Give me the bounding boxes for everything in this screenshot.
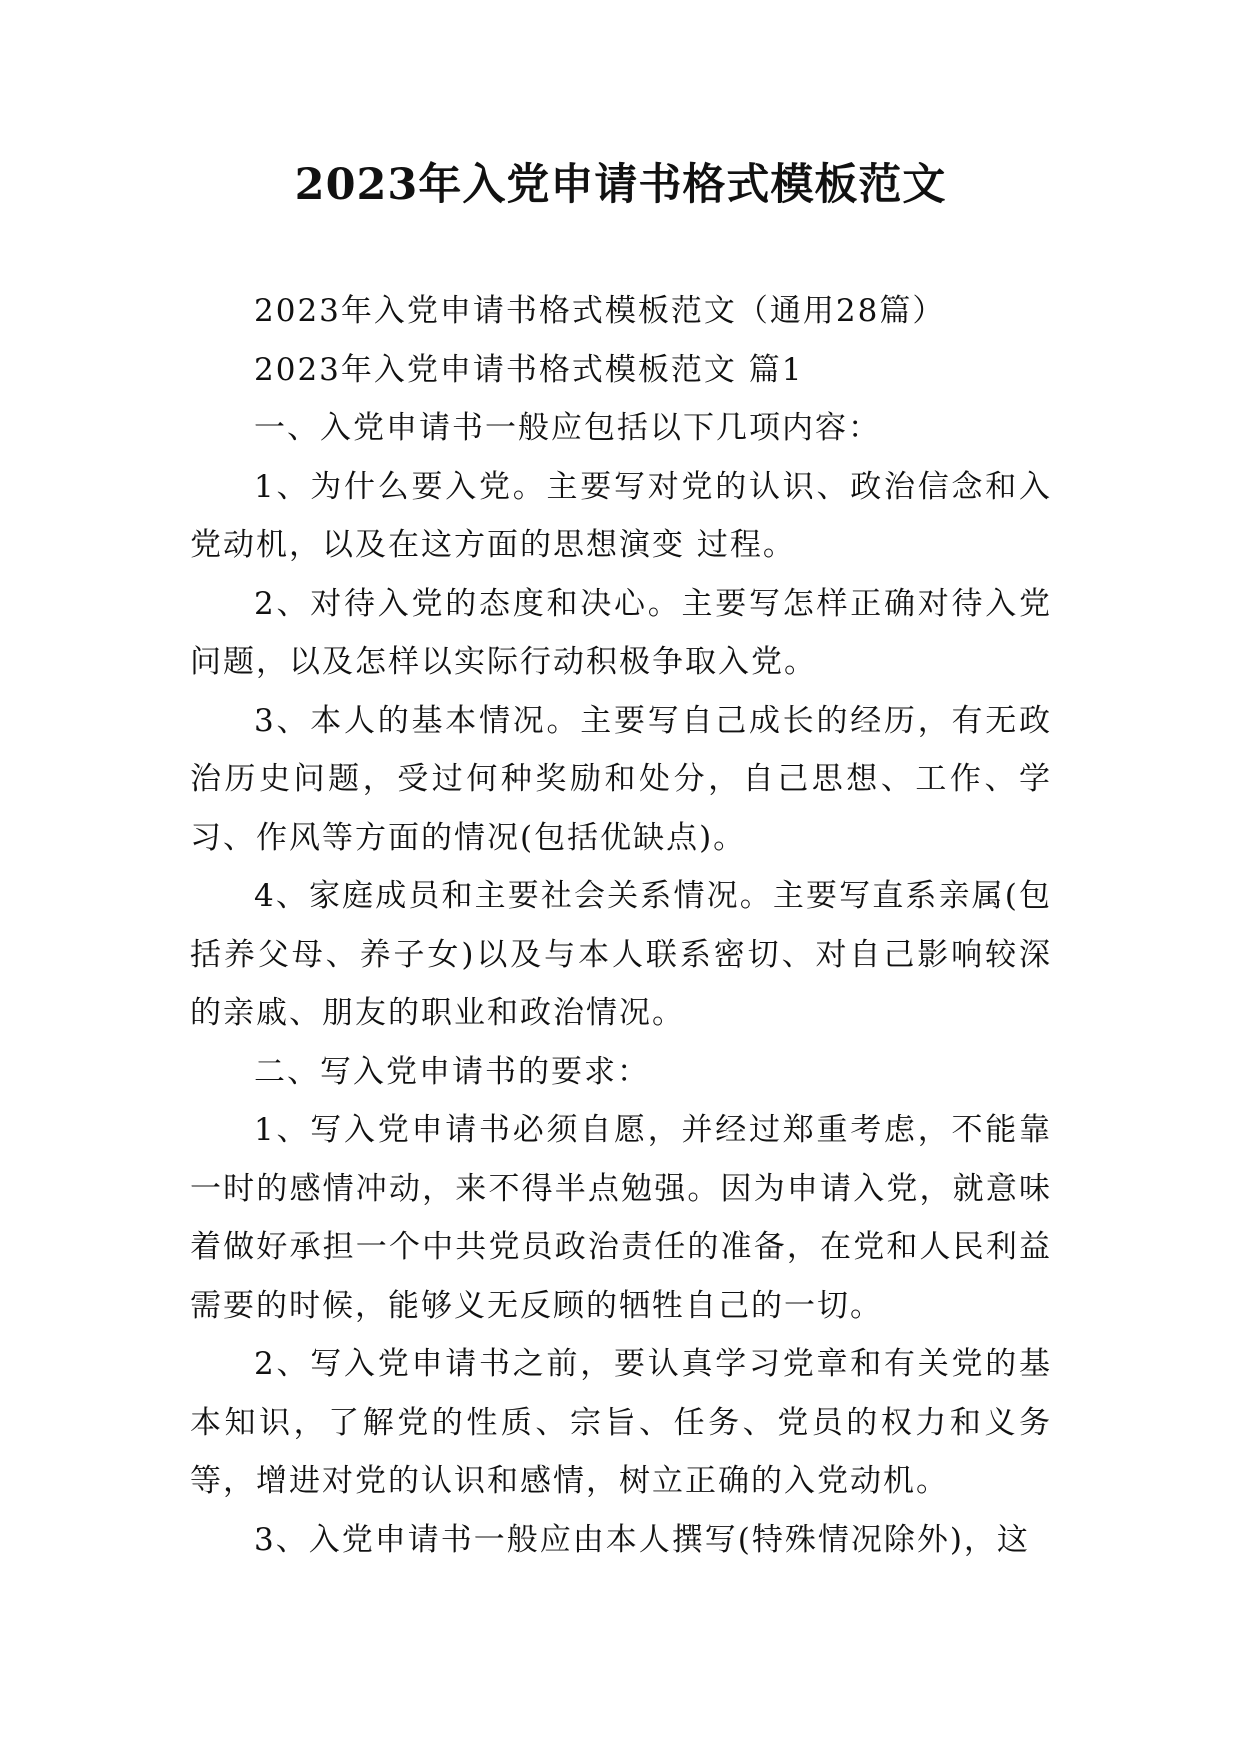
paragraph-item: 1、写入党申请书必须自愿，并经过郑重考虑，不能靠一时的感情冲动，来不得半点勉强。因为申请入党，就意味着做好承担一个中共党员政治责任的准备，在党和人民利益需要的时候，能够义无反顾的牺牲自己的一切。 (190, 1112, 1052, 1324)
paragraph-item: 2、对待入党的态度和决心。主要写怎样正确对待入党问题，以及怎样以实际行动积极争取入党。 (190, 585, 1052, 680)
paragraph-part-one-heading: 一、入党申请书一般应包括以下几项内容： (254, 410, 881, 446)
paragraph-item: 4、家庭成员和主要社会关系情况。主要写直系亲属(包括养父母、养子女)以及与本人联系密切、对自己影响较深的亲戚、朋友的职业和政治情况。 (190, 878, 1052, 1031)
paragraph-section-heading: 2023年入党申请书格式模板范文 篇1 (254, 351, 804, 388)
paragraph-item: 3、本人的基本情况。主要写自己成长的经历，有无政治历史问题，受过何种奖励和处分，自己思想、工作、学习、作风等方面的情况(包括优缺点)。 (190, 702, 1052, 856)
paragraph-item: 1、为什么要入党。主要写对党的认识、政治信念和入党动机，以及在这方面的思想演变 过程。 (190, 468, 1052, 563)
document-body (190, 282, 1052, 1569)
paragraph-item: 2、写入党申请书之前，要认真学习党章和有关党的基本知识，了解党的性质、宗旨、任务、党员的权力和义务等，增进对党的认识和感情，树立正确的入党动机。 (190, 1346, 1052, 1499)
paragraph-subtitle: 2023年入党申请书格式模板范文（通用28篇） (254, 293, 946, 329)
paragraph-item: 3、入党申请书一般应由本人撰写(特殊情况除外)，这 (254, 1521, 1030, 1558)
paragraph-part-two-heading: 二、写入党申请书的要求： (254, 1053, 650, 1090)
document-title: 2023年入党申请书格式模板范文 (294, 160, 947, 210)
